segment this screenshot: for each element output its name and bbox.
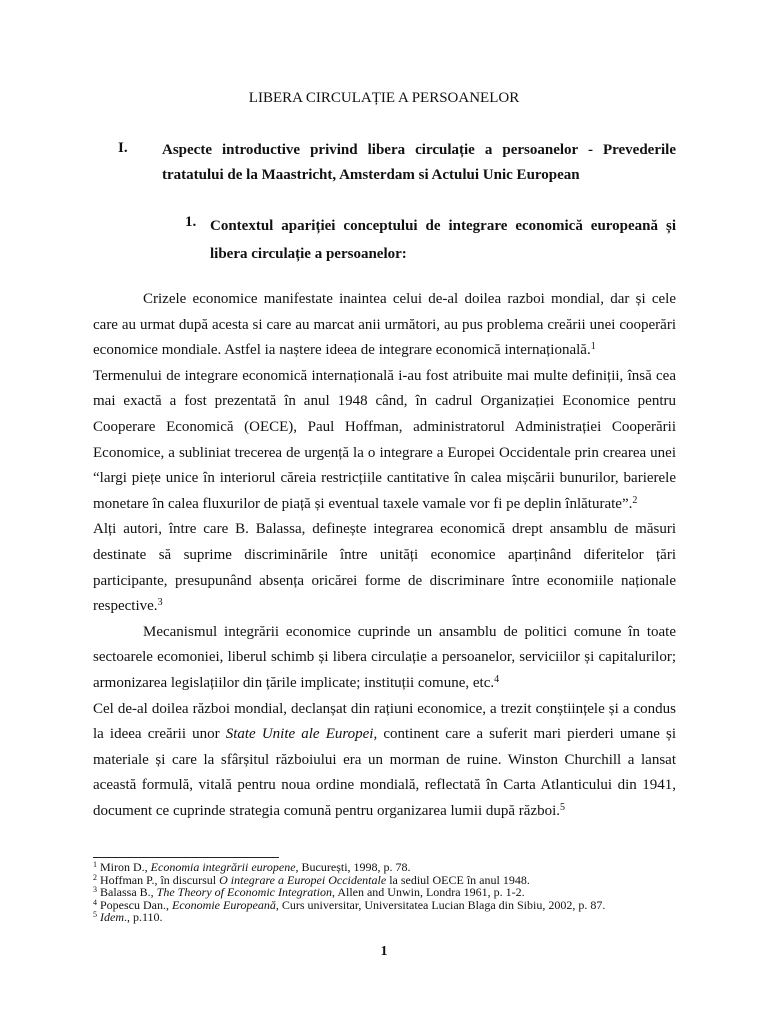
paragraph <box>93 287 676 364</box>
emphasis-text: State Unite ale Europei <box>225 726 374 743</box>
paragraph-text: , continent care a suferit mari pierderi umane și materiale și care la sfârșitul războiului era un morman de ruine. Winston Churchill a lansat această formulă, vitală pentru noua ordine mondială, reflectată în Carta Atlanticului din 1941, document ce cuprinde strategia comună pentru organizarea lumii după război. <box>93 726 676 819</box>
section-heading: Aspecte introductive privind libera circulație a persoanelor - Prevederile tratatului de la Maastricht, Amsterdam si Actului Unic European <box>162 142 676 183</box>
footnote-title: O integrare a Europei Occidentale <box>219 872 387 887</box>
body-text <box>93 287 676 824</box>
paragraph <box>93 364 676 518</box>
paragraph-text: Alți autori, între care B. Balassa, definește integrarea economică drept ansamblu de măsuri destinate să suprime discriminările între unități economice aparținând diferitelor țări participante, presupunând absența oricărei forme de discriminare între economiile naționale respective. <box>93 521 676 615</box>
footnote <box>93 911 693 924</box>
footnote-number: 4 <box>93 897 97 907</box>
section-number: I. <box>118 140 128 156</box>
footnotes <box>93 861 693 924</box>
footnote-text: Balassa B., <box>100 885 157 900</box>
footnote-text: la sediul OECE în anul 1948. <box>386 872 530 887</box>
paragraph <box>93 517 676 619</box>
footnote-number: 3 <box>93 885 97 895</box>
footnote-separator <box>93 857 279 858</box>
footnote-number: 1 <box>93 860 97 869</box>
footnote-ref: 2 <box>632 494 638 506</box>
footnote-text: Popescu Dan., <box>100 897 172 912</box>
footnote-text: , Allen and Unwin, Londra 1961, p. 1-2. <box>331 885 525 900</box>
footnote-text: Hoffman P., în discursul <box>100 872 220 887</box>
footnote-ref: 4 <box>494 673 500 685</box>
paragraph-text: Mecanismul integrării economice cuprinde un ansamblu de politici comune în toate sectoarele ecomoniei, liberul schimb și libera circulație a persoanelor, serviciilor și capitalurilor; armonizarea legislațiilor din țările implicate; instituții comune, etc. <box>93 623 676 691</box>
footnote <box>93 899 693 912</box>
paragraph <box>93 697 676 825</box>
footnote-text: Miron D., <box>100 860 151 874</box>
footnote-title: Economia integrării europene <box>150 860 296 874</box>
footnote-number: 2 <box>93 872 97 882</box>
paragraph-text: Termenului de integrare economică internațională i-au fost atribuite mai multe definiții, însă cea mai exactă a fost prezentată în anul 1948 când, în cadrul Organizației Economice pentru Cooperare Economică (OECE), Paul Hoffman, administratorul Administrației Cooperării Economice, a subliniat trecerea de urgență la o integrare a Europei Occidentale prin crearea unei “largi piețe unice în interiorul căreia restricțiile cantitative în calea mișcării bunurilor, barierele monetare în calea fluxurilor de piață și eventual taxele vamale vor fi pe deplin înlăturate”. <box>93 367 676 512</box>
footnote-ref: 1 <box>590 341 596 353</box>
footnote-ref: 3 <box>157 597 163 609</box>
footnote-text: , București, 1998, p. 78. <box>295 860 411 874</box>
footnote-text: , Curs universitar, Universitatea Lucian Blaga din Sibiu, 2002, p. 87. <box>275 897 606 912</box>
footnote-title: The Theory of Economic Integration <box>156 885 332 900</box>
footnote-title: Economie Europeană <box>172 897 276 912</box>
footnote-title: Idem <box>100 910 124 925</box>
page-number: 1 <box>380 944 388 959</box>
paragraph-text: Crizele economice manifestate inaintea celui de-al doilea razboi mondial, dar și cele care au urmat după acesta si care au marcat anii următori, au pus problema creării unei cooperări economice mondiale. Astfel ia naștere ideea de integrare economică internațională. <box>93 291 676 359</box>
paragraph-text: Cel de-al doilea război mondial, declanșat din rațiuni economice, a trezit conștiințele și a condus la ideea creării unor <box>93 700 676 743</box>
footnote-text: ., p.110. <box>124 910 163 925</box>
footnote-number: 5 <box>93 910 97 920</box>
subsection-heading: Contextul apariției conceptului de integrare economică europeană și libera circulație a persoanelor: <box>210 218 676 262</box>
document-title: LIBERA CIRCULAȚIE A PERSOANELOR <box>248 90 520 106</box>
subsection-number: 1. <box>185 214 197 230</box>
paragraph <box>93 620 676 697</box>
footnote-ref: 5 <box>560 801 566 813</box>
